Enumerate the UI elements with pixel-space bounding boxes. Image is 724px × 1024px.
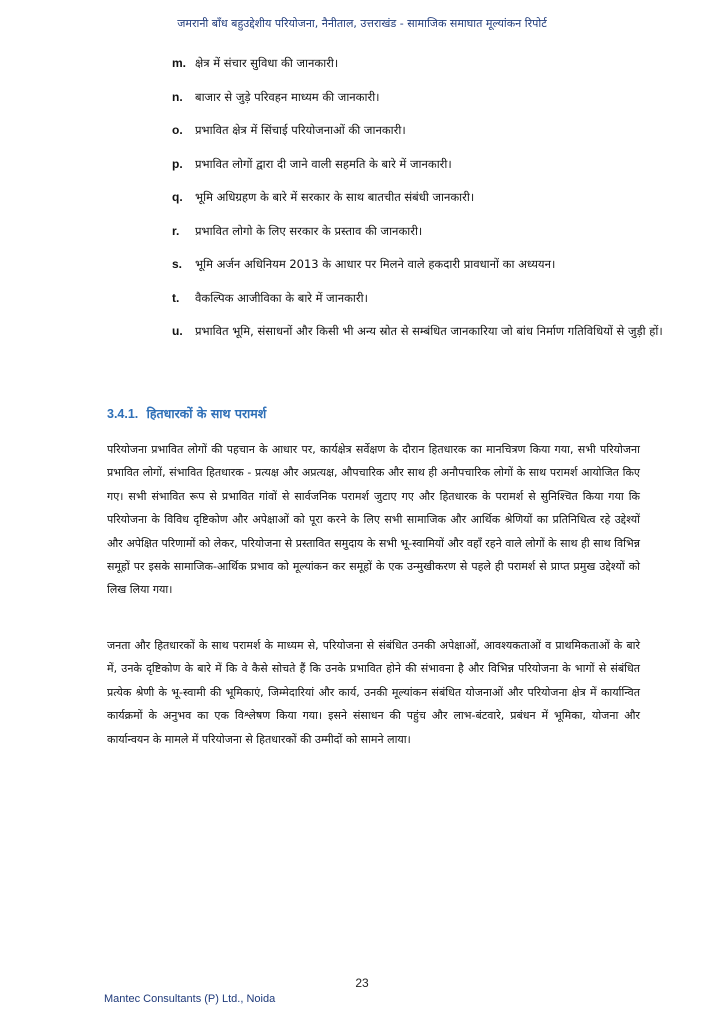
list-item xyxy=(172,86,664,108)
body-paragraph: परियोजना प्रभावित लोगों की पहचान के आधार पर, कार्यक्षेत्र सर्वेक्षण के दौरान हितधारक का मानचित्रण किया गया, सभी परियोजना प्रभावित लोगों, संभावित हितधारक - प्रत्यक्ष और अप्रत्यक्ष, औपचारिक और साथ ही अनौपचारिक लोगों के साथ परामर्श आयोजित किए गए। सभी संभावित रूप से प्रभावित गांवों से सार्वजनिक परामर्श जुटाए गए और हितधारक के परामर्श से सुनिश्चित किया गया कि परियोजना के विविध दृष्टिकोण और अपेक्षाओं को पूरा करने के लिए सभी सामाजिक और आर्थिक श्रेणियों का प्रतिनिधित्व रहे उद्देश्यों और अपेक्षित परिणामों को लेकर, परियोजना से प्रस्तावित समुदाय के सभी भू-स्वामियों और वहाँ रहने वाले लोगों के साथ ही साथ विभिन्न समूहों पर इसके सामाजिक-आर्थिक प्रभाव को मूल्यांकन कर समूहों के एक उन्मुखीकरण से पहले ही परामर्श से प्राप्त प्रमुख उद्देश्यों को लिख लिया गया। xyxy=(107,443,640,597)
list-item xyxy=(172,320,664,342)
list-item-text: भूमि अधिग्रहण के बारे में सरकार के साथ बातचीत संबंधी जानकारी। xyxy=(195,190,475,204)
body-paragraph: जनता और हितधारकों के साथ परामर्श के माध्यम से, परियोजना से संबंधित उनकी अपेक्षाओं, आवश्यकताओं व प्राथमिकताओं के बारे में, उनके दृष्टिकोण के बारे में कि वे कैसे सोचते हैं कि उनके प्रभावित होने की संभावना है और विभिन्न परियोजना के भागों से संबंधित प्रत्येक श्रेणी के भू-स्वामी की भूमिकाएं, जिम्मेदारियां और कार्य, उनकी मूल्यांकन संबंधित योजनाओं और परियोजना क्षेत्र में कार्यान्वित कार्यक्रमों के अनुभव का एक विश्लेषण किया गया। इसने संसाधन की पहुंच और लाभ-बंटवारे, प्रबंधन में भूमिका, योजना और कार्यान्वयन के मामले में परियोजना से हितधारकों की उम्मीदों को सामने लाया। xyxy=(107,639,640,746)
list-item-marker: u. xyxy=(172,324,183,338)
list-item-marker: s. xyxy=(172,257,183,271)
list-item-marker: n. xyxy=(172,89,183,104)
list-item-text: क्षेत्र में संचार सुविधा की जानकारी। xyxy=(195,56,339,70)
footer-company: Mantec Consultants (P) Ltd., Noida xyxy=(104,993,276,1005)
page-header: जमरानी बाँध बहुउद्देशीय परियोजना, नैनीताल, उत्तराखंड - सामाजिक समाघात मूल्यांकन रिपोर्ट xyxy=(177,17,547,30)
list-item xyxy=(172,287,664,309)
list-item xyxy=(172,153,664,175)
page-number: 23 xyxy=(355,976,369,990)
list-item-text: प्रभावित लोगों द्वारा दी जाने वाली सहमति के बारे में जानकारी। xyxy=(195,156,452,171)
list-item-marker: o. xyxy=(172,123,183,137)
list-item-text: वैकल्पिक आजीविका के बारे में जानकारी। xyxy=(195,290,368,305)
section-number: 3.4.1. xyxy=(107,407,139,421)
list-item-text: प्रभावित लोगो के लिए सरकार के प्रस्ताव की जानकारी। xyxy=(195,223,423,238)
list-item xyxy=(172,186,664,208)
list-item xyxy=(172,253,664,275)
section-heading xyxy=(107,405,266,422)
list-item-marker: m. xyxy=(172,56,187,70)
list-item-text: भूमि अर्जन अधिनियम 2013 के आधार पर मिलने वाले हकदारी प्रावधानों का अध्ययन। xyxy=(195,257,556,271)
list-item-text: बाजार से जुड़े परिवहन माध्यम की जानकारी। xyxy=(195,89,380,104)
list-item xyxy=(172,52,664,74)
list-item-marker: t. xyxy=(172,290,180,305)
list-item xyxy=(172,220,664,242)
list-item-marker: r. xyxy=(172,223,180,238)
information-list xyxy=(172,52,664,354)
list-item xyxy=(172,119,664,141)
list-item-marker: p. xyxy=(172,156,183,171)
list-item-text: प्रभावित भूमि, संसाधनों और किसी भी अन्य स्रोत से सम्बंधित जानकारिया जो बांध निर्माण गतिविधियों से जुड़ी हों। xyxy=(195,324,663,338)
list-item-marker: q. xyxy=(172,190,183,204)
list-item-text: प्रभावित क्षेत्र में सिंचाई परियोजनाओं की जानकारी। xyxy=(195,123,406,137)
section-title: हितधारकों के साथ परामर्श xyxy=(146,406,267,421)
